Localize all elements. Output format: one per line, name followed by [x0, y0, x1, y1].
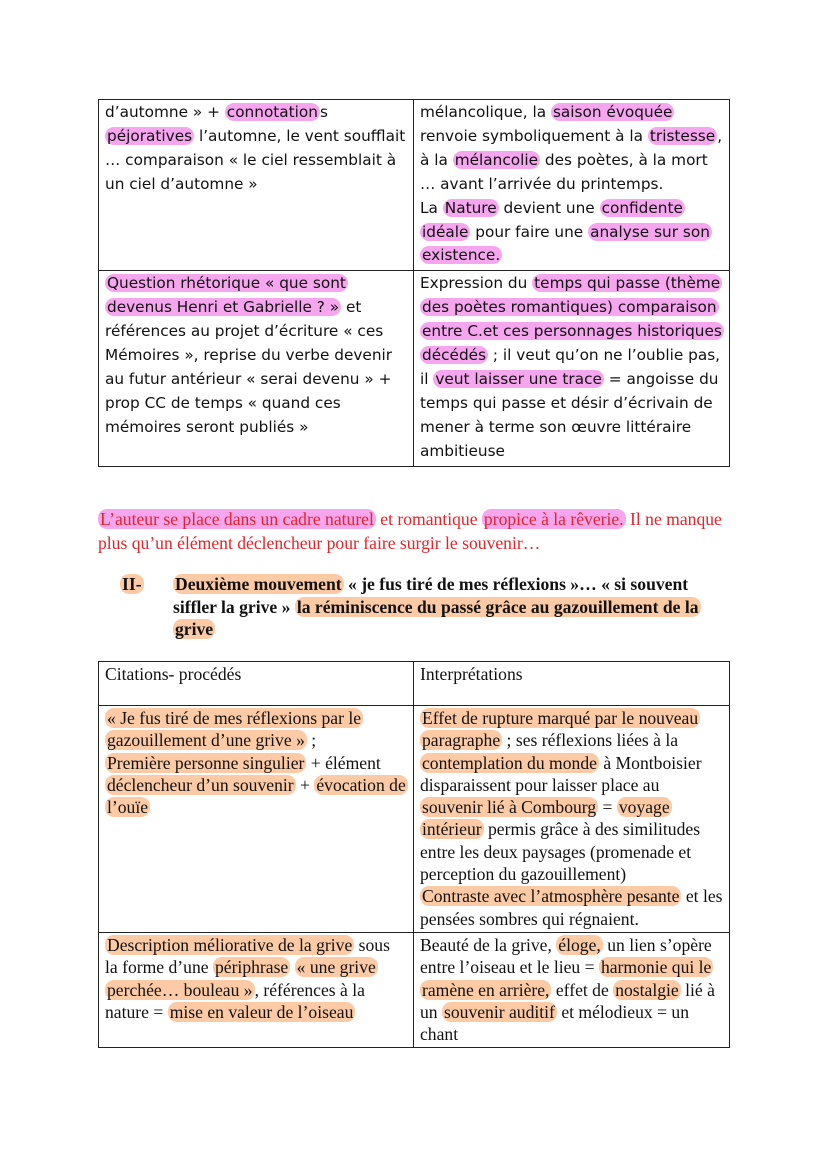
column-header-interpretations: Interprétations	[414, 662, 730, 706]
table-row	[99, 706, 730, 933]
highlight-pink: analyse sur son existence.	[422, 222, 710, 265]
highlight-pink: mélancolie	[454, 150, 539, 169]
highlight-orange: la réminiscence du passé grâce au gazouillement de la grive	[175, 596, 699, 639]
transition-conclusion: L’auteur se place dans un cadre naturel et romantique propice à la rêverie. Il ne manque plus qu’un élément déclencheur pour faire surgir le souvenir…	[98, 509, 722, 553]
highlight-orange: Contraste avec l’atmosphère pesante	[422, 886, 680, 907]
table-row	[99, 100, 730, 271]
interpretation-cell: Beauté de la grive, éloge, un lien s’opère entre l’oiseau et le lieu = harmonie qui le ramène en arrière, effet de nostalgie lié à un souvenir auditif et mélodieux = un chant	[414, 932, 730, 1047]
highlight-orange: mise en valeur de l’oiseau	[169, 1001, 354, 1022]
highlight-pink: confidente idéale	[422, 198, 683, 241]
highlight-orange: périphrase	[214, 957, 289, 978]
analysis-table-second	[98, 661, 730, 1048]
section-number: II-	[122, 574, 142, 594]
citation-cell: d’automne » + connotation s péjoratives l’automne, le vent soufflait … comparaison « le ciel ressemblait à un ciel d’automne »	[99, 100, 414, 271]
highlight-orange: harmonie qui le ramène en arrière,	[422, 957, 712, 1000]
interpretation-cell: mélancolique, la saison évoquée renvoie symboliquement à la tristesse , à la mélancolie des poètes, à la mort … avant l’arrivée du printemps. La Nature devient une confidente idéale pour faire une analyse sur son existence.	[414, 100, 730, 271]
highlight-orange: « une grive perchée… bouleau »	[107, 957, 376, 1000]
highlight-pink: Question rhétorique « que sont devenus Henri et Gabrielle ? »	[107, 274, 346, 317]
highlight-orange: contemplation du monde	[422, 752, 597, 773]
highlight-pink: veut laisser une trace	[435, 369, 602, 388]
column-header-citations: Citations- procédés	[99, 662, 414, 706]
highlight-pink: connotation	[226, 103, 318, 121]
citation-cell: « Je fus tiré de mes réflexions par le gazouillement d’une grive » ; Première personne singulier + élément déclencheur d’un souvenir + évocation de l’ouïe	[99, 706, 414, 933]
highlight-pink: temps qui passe (thème des poètes romantiques) comparaison entre C.et ces personnages historiques décédés	[422, 274, 722, 365]
highlight-orange: nostalgie	[615, 979, 679, 1000]
highlight-orange: « Je fus tiré de mes réflexions par le gazouillement d’une grive »	[107, 708, 362, 751]
interpretation-cell: Effet de rupture marqué par le nouveau paragraphe ; ses réflexions liées à la contemplation du monde à Montboisier disparaissent pour laisser place au souvenir lié à Combourg = voyage intérieur permis grâce à des similitudes entre les deux paysages (promenade et perception du gazouillement) Contraste avec l’atmosphère pesante et les pensées sombres qui régnaient.	[414, 706, 730, 933]
table-row	[99, 271, 730, 466]
interpretation-cell: Expression du temps qui passe (thème des poètes romantiques) comparaison entre C.et ces personnages historiques décédés ; il veut qu’on ne l’oublie pas, il veut laisser une trace = angoisse du temps qui passe et désir d’écrivain de mener à terme son œuvre littéraire ambitieuse	[414, 271, 730, 466]
highlight-orange: évocation de l’ouïe	[107, 774, 406, 818]
table-row	[99, 932, 730, 1047]
highlight-orange: déclencheur d’un souvenir	[107, 774, 294, 795]
analysis-table-first	[98, 99, 730, 467]
highlight-pink: propice à la rêverie.	[483, 509, 624, 529]
section-title: Deuxième mouvement « je fus tiré de mes réflexions »… « si souvent siffler la grive » la réminiscence du passé grâce au gazouillement de la grive	[173, 574, 699, 639]
citation-cell: Question rhétorique « que sont devenus Henri et Gabrielle ? » et références au projet d’écriture « ces Mémoires », reprise du verbe devenir au futur antérieur « serai devenu » + prop CC de temps « quand ces mémoires seront publiés »	[99, 271, 414, 466]
highlight-orange: Description méliorative de la grive	[107, 934, 353, 955]
highlight-orange: Effet de rupture marqué par le nouveau paragraphe	[422, 708, 699, 751]
citation-cell: Description méliorative de la grive sous la forme d’une périphrase « une grive perchée… bouleau » , références à la nature = mise en valeur de l’oiseau	[99, 932, 414, 1047]
highlight-orange: voyage intérieur	[422, 797, 670, 840]
highlight-pink: saison évoquée	[552, 103, 673, 121]
highlight-orange: éloge,	[558, 934, 601, 955]
table-header-row	[99, 662, 730, 706]
highlight-pink: Nature	[444, 198, 497, 217]
highlight-orange: souvenir auditif	[444, 1001, 555, 1022]
highlight-pink: tristesse	[649, 126, 716, 145]
highlight-orange: Deuxième mouvement	[175, 574, 342, 594]
highlight-orange: Première personne singulier	[107, 752, 305, 773]
highlight-orange: souvenir lié à Combourg	[422, 797, 597, 818]
highlight-pink: péjoratives	[107, 126, 193, 145]
highlight-pink: L’auteur se place dans un cadre naturel	[100, 509, 374, 529]
